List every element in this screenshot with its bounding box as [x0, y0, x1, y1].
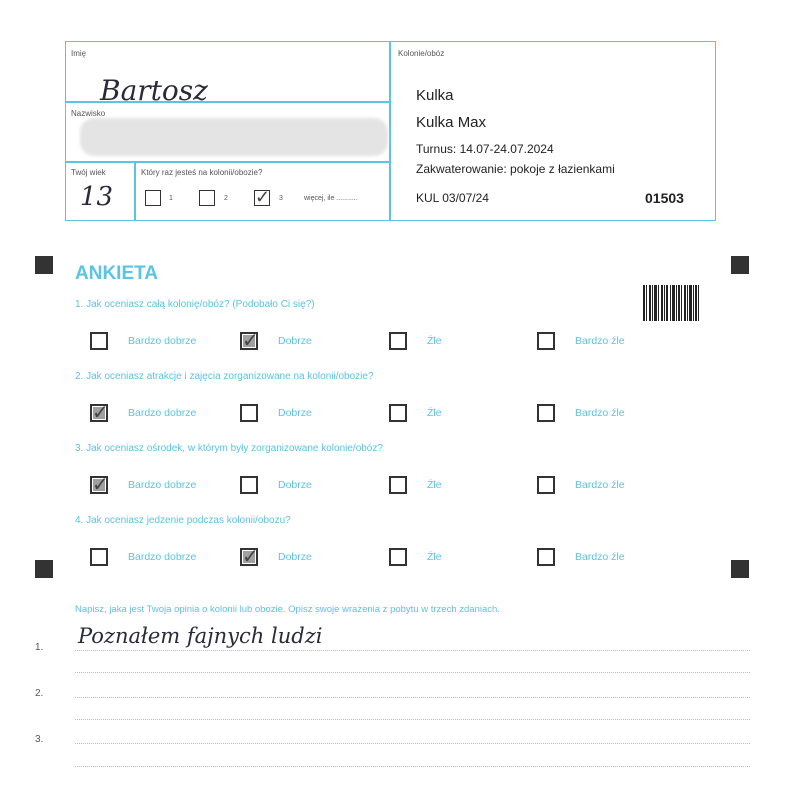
question-1: 1. Jak oceniasz całą kolonię/obóz? (Podobało Ci się?) [75, 299, 315, 310]
option-3-label: 3 [279, 195, 283, 202]
q4-zle-label: Źle [427, 551, 442, 563]
q4-dobrze-label: Dobrze [278, 551, 312, 563]
line-number-1: 1. [35, 642, 44, 653]
checkmark-icon: ✓ [92, 402, 109, 424]
q2-bardzo-zle-checkbox[interactable] [537, 404, 555, 422]
q1-zle-label: Źle [427, 335, 442, 347]
q4-bardzo-dobrze-label: Bardzo dobrze [128, 551, 197, 563]
q3-bardzo-zle-label: Bardzo źle [575, 479, 625, 491]
registration-marker [35, 560, 53, 578]
q2-bardzo-zle-label: Bardzo źle [575, 407, 625, 419]
q2-dobrze-label: Dobrze [278, 407, 312, 419]
opinion-line[interactable] [75, 697, 750, 698]
q4-bardzo-zle-checkbox[interactable] [537, 548, 555, 566]
q2-zle-checkbox[interactable] [389, 404, 407, 422]
row-divider [65, 161, 390, 163]
q1-bardzo-zle-label: Bardzo źle [575, 335, 625, 347]
q1-dobrze-checkbox[interactable] [240, 332, 258, 350]
registration-marker [35, 256, 53, 274]
checkmark-icon: ✓ [242, 546, 259, 568]
imie-label: Imię [71, 49, 87, 58]
ktory-raz-label: Który raz jesteś na kolonii/obozie? [141, 168, 263, 177]
question-3: 3. Jak oceniasz ośrodek, w którym były zorganizowane kolonie/obóz? [75, 443, 383, 454]
q4-dobrze-checkbox[interactable] [240, 548, 258, 566]
opinion-line[interactable] [75, 743, 750, 744]
kolonie-label: Kolonie/obóz [398, 49, 445, 58]
q3-bardzo-dobrze-label: Bardzo dobrze [128, 479, 197, 491]
imie-value[interactable]: Bartosz [100, 74, 208, 107]
opinion-line[interactable] [75, 766, 750, 767]
wiek-label: Twój wiek [71, 168, 106, 177]
question-2: 2. Jak oceniasz atrakcje i zajęcia zorganizowane na kolonii/obozie? [75, 371, 374, 382]
zakwaterowanie: Zakwaterowanie: pokoje z łazienkami [416, 162, 615, 176]
option-2-checkbox[interactable] [199, 190, 215, 206]
q1-bardzo-dobrze-label: Bardzo dobrze [128, 335, 197, 347]
line-number-3: 3. [35, 734, 44, 745]
q2-dobrze-checkbox[interactable] [240, 404, 258, 422]
line-number-2: 2. [35, 688, 44, 699]
q1-bardzo-dobrze-checkbox[interactable] [90, 332, 108, 350]
barcode-icon [643, 285, 699, 321]
q3-bardzo-zle-checkbox[interactable] [537, 476, 555, 494]
q3-bardzo-dobrze-checkbox[interactable] [90, 476, 108, 494]
q3-dobrze-label: Dobrze [278, 479, 312, 491]
opinion-line[interactable] [75, 650, 750, 651]
nazwisko-label: Nazwisko [71, 109, 106, 118]
registration-marker [731, 256, 749, 274]
wiecej-label: więcej, ile ........... [304, 195, 358, 202]
form-number: 01503 [645, 190, 684, 206]
q4-zle-checkbox[interactable] [389, 548, 407, 566]
camp-full-name: Kulka Max [416, 114, 487, 131]
opinion-line[interactable] [75, 719, 750, 720]
q3-dobrze-checkbox[interactable] [240, 476, 258, 494]
redacted-surname [80, 118, 388, 156]
option-3-checkbox[interactable] [254, 187, 271, 207]
q1-dobrze-label: Dobrze [278, 335, 312, 347]
q2-zle-label: Źle [427, 407, 442, 419]
age-divider [134, 161, 136, 221]
camp-code: KUL 03/07/24 [416, 191, 489, 205]
q2-bardzo-dobrze-label: Bardzo dobrze [128, 407, 197, 419]
q3-zle-label: Źle [427, 479, 442, 491]
q4-bardzo-dobrze-checkbox[interactable] [90, 548, 108, 566]
camp-name: Kulka [416, 87, 454, 104]
registration-marker [731, 560, 749, 578]
q1-zle-checkbox[interactable] [389, 332, 407, 350]
checkmark-icon: ✓ [255, 187, 271, 207]
opinion-prompt: Napisz, jaka jest Twoja opinia o kolonii lub obozie. Opisz swoje wrażenia z pobytu w trzech zdaniach. [75, 604, 500, 615]
option-1-checkbox[interactable] [145, 190, 161, 206]
wiek-value[interactable]: 13 [80, 182, 114, 212]
turnus: Turnus: 14.07-24.07.2024 [416, 142, 554, 156]
survey-title: ANKIETA [75, 263, 159, 284]
option-2-label: 2 [224, 195, 228, 202]
q2-bardzo-dobrze-checkbox[interactable] [90, 404, 108, 422]
q3-zle-checkbox[interactable] [389, 476, 407, 494]
checkmark-icon: ✓ [242, 330, 259, 352]
q4-bardzo-zle-label: Bardzo źle [575, 551, 625, 563]
header-divider [389, 41, 391, 221]
q1-bardzo-zle-checkbox[interactable] [537, 332, 555, 350]
option-1-label: 1 [169, 195, 173, 202]
opinion-line-1-text[interactable]: Poznałem fajnych ludzi [78, 624, 323, 648]
checkmark-icon: ✓ [92, 474, 109, 496]
opinion-line[interactable] [75, 672, 750, 673]
question-4: 4. Jak oceniasz jedzenie podczas kolonii/obozu? [75, 515, 291, 526]
